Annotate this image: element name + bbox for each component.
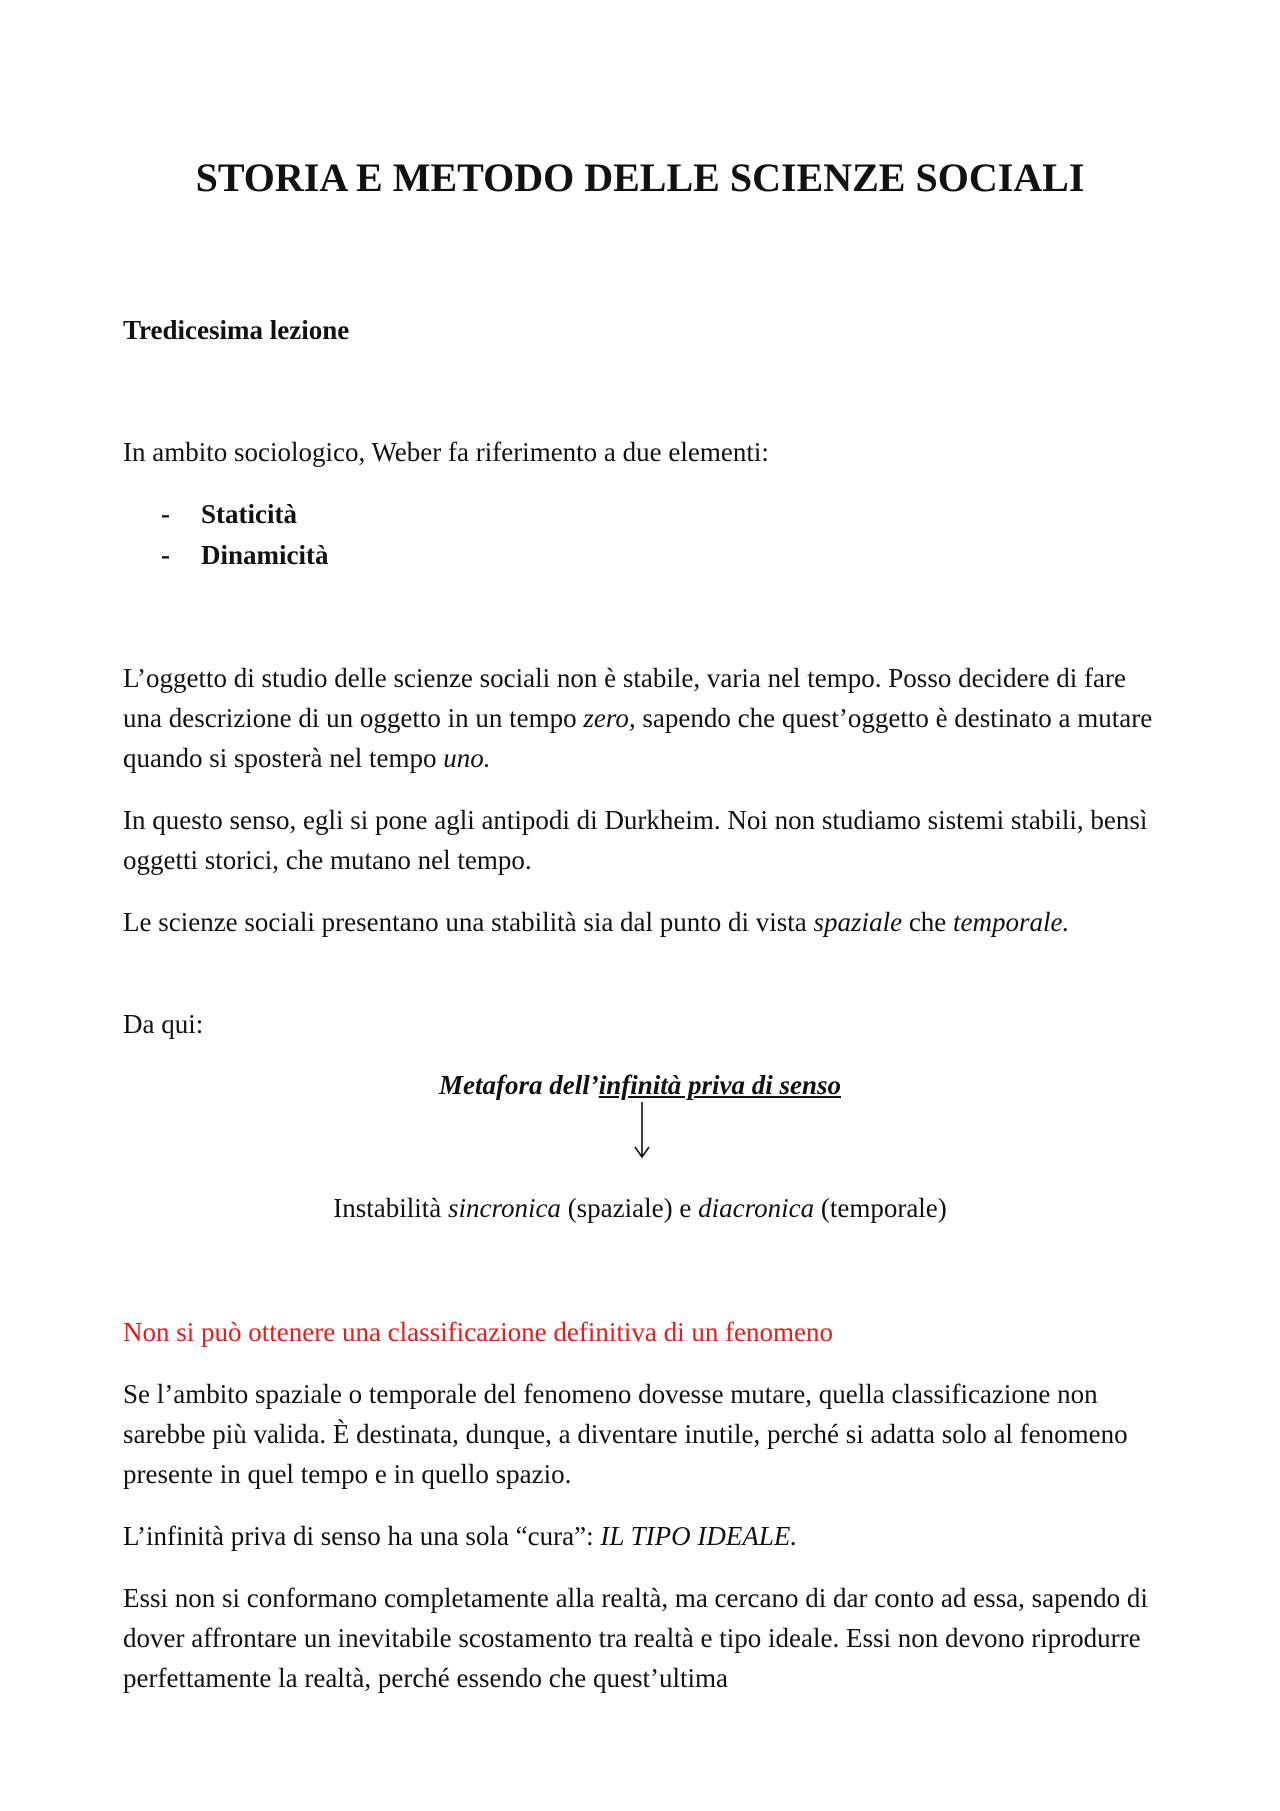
italic-run: temporale. [953,907,1070,937]
underlined-run: infinità priva di senso [598,1070,842,1100]
paragraph-stability [123,902,1163,942]
list-item [161,535,329,576]
text-run: L’infinità priva di senso ha una sola “cura”: [123,1521,601,1551]
intro-paragraph: In ambito sociologico, Weber fa riferimento a due elementi: [123,437,769,467]
list-item-label: Dinamicità [201,540,329,570]
paragraph-reality: Essi non si conformano completamente alla realtà, ma cercano di dar conto ad essa, sapendo di dover affrontare un inevitabile scostamento tra realtà e tipo ideale. Essi non devono riprodurre perfettamente la realtà, perché essendo che quest’ultima [123,1583,1148,1693]
text-run: Metafora dell’ [438,1070,599,1100]
italic-run: spaziale [813,907,903,937]
italic-run: uno. [443,743,491,773]
paragraph-da-qui: Da qui: [123,1009,204,1039]
text-run: Le scienze sociali presentano una stabilità sia dal punto di vista [123,907,814,937]
list-dash: - [161,499,170,529]
paragraph-object-of-study [123,658,1163,778]
list-item [161,494,329,535]
text-run: (temporale) [814,1193,947,1223]
italic-run: sincronica [447,1193,561,1223]
italic-run: IL TIPO IDEALE. [600,1521,798,1551]
document-title: STORIA E METODO DELLE SCIENZE SOCIALI [195,155,1085,200]
italic-run: zero, [583,703,636,733]
paragraph-ideal-type [123,1516,1163,1556]
text-run: sapendo che quest’oggetto è destinato a mutare quando si sposterà nel tempo [123,703,1153,773]
text-run: L’oggetto di studio delle scienze sociali non è stabile, varia nel tempo. Posso decidere di fare una descrizione di un oggetto in un tempo [123,663,1126,733]
instability-line [0,1188,1280,1228]
down-arrow-icon [632,1100,652,1160]
text-run: che [902,907,954,937]
paragraph-classification: Se l’ambito spaziale o temporale del fenomeno dovesse mutare, quella classificazione non sarebbe più valida. È destinata, dunque, a diventare inutile, perché si adatta solo al fenomeno presente in quel tempo e in quello spazio. [123,1379,1128,1489]
italic-run: diacronica [698,1193,815,1223]
lesson-heading: Tredicesima lezione [123,315,350,345]
metaphor-heading [0,1065,1280,1105]
elements-list [161,494,329,576]
list-item-label: Staticità [201,499,297,529]
text-run: Instabilità [333,1193,448,1223]
list-dash: - [161,540,170,570]
text-run: (spaziale) e [560,1193,699,1223]
paragraph-durkheim: In questo senso, egli si pone agli antipodi di Durkheim. Noi non studiamo sistemi stabili, bensì oggetti storici, che mutano nel tempo. [123,805,1148,875]
red-heading: Non si può ottenere una classificazione definitiva di un fenomeno [123,1317,834,1347]
